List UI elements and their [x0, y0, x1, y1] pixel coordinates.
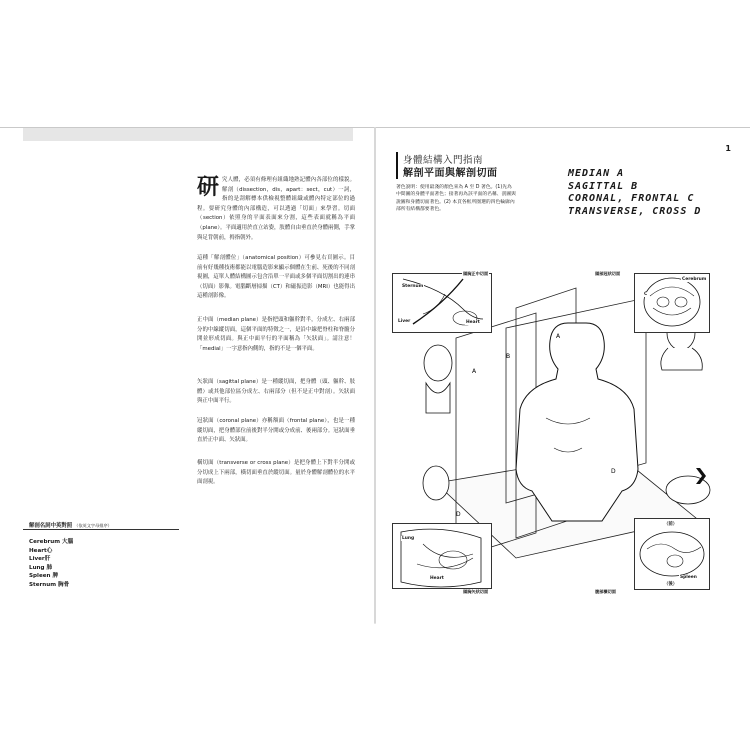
coronal-plane-text: 冠狀面（coronal plane）亦稱額面（frontal plane），也是一種縱切面，把身體部位前後對半分開或分成前、後兩部分。冠狀面垂直於正中面、矢狀面。 [197, 418, 355, 444]
label-sternum: Sternum [402, 284, 424, 289]
title-rule [396, 152, 398, 179]
transverse-plane-text: 橫切面（transverse or cross plane）是把身體上下對半分開或分切成上下兩部，橫切面垂直於縱切面。量於身體解剖體位的水平面剖視。 [197, 460, 355, 486]
label-liver: Liver [398, 319, 411, 324]
plane-name-transverse: TRANSVERSE, CROSS D [568, 205, 702, 217]
transverse-section-panel [634, 518, 710, 590]
panel-title-sagittal: 頭胸矢狀切面 [463, 589, 489, 594]
terms-title [29, 521, 112, 529]
sagittal-section-panel [392, 523, 492, 589]
guide-subtitle: 解剖平面與解剖切面 [403, 168, 498, 179]
label-lung: Lung [402, 536, 415, 541]
panel-title-median: 頭胸正中切面 [463, 271, 489, 276]
anatomical-position-text: 這種「解剖體位」（anatomical position）可參見右頁圖示。目前有好幾種技術都能以電腦造影來顯示個體在生前、死後的不同剖視圖，這單人體結構圖示包含沿單一平面或多個平面切割出的連串（切面）影像。電腦斷層掃描（CT）和磁振造影（MRI）也能得出這種剖影像。 [197, 255, 355, 300]
transverse-section-figure [666, 476, 710, 504]
term-item: Heart心 [29, 547, 53, 554]
head-side-view [424, 345, 452, 381]
median-plane-text: 正中面（median plane）是指把頭和軀幹對半，分成左、右兩部分的中線縱切面，這個平面的特徵之一，是沿中線把脊柱和脊髓分開並形成切面。與正中面平行的平面稱為「矢狀面」。請注意！「medial」一字意指內側的，指的不是一個平面。 [197, 317, 355, 352]
torso-figure [516, 323, 638, 521]
marker-d: D [456, 511, 461, 518]
coloring-instructions: 著色說明：使用最淺的顏色來為 A 至 D 著色。(1)先為中間圖的身體平面著色；接著再為該平面的名稱、剖圖與說圖和身體切面著色。(2) 本頁各框所圈選的四色輪廓內部所有結構都要著色。 [396, 185, 516, 213]
dropcap: 研 [197, 174, 220, 200]
right-page [376, 127, 750, 624]
terms-list [29, 538, 73, 589]
transverse-plane-paragraph [197, 459, 355, 488]
sagittal-plane-paragraph [197, 378, 355, 407]
coronal-section-drawing [635, 274, 709, 332]
coronal-section-panel [634, 273, 710, 333]
term-item: Cerebrum 大腦 [29, 539, 74, 545]
terms-title-text: 解剖名詞中英對照 [29, 523, 73, 529]
plane-name-coronal: CORONAL, FRONTAL C [568, 193, 695, 204]
plane-name-median: MEDIAN A [568, 168, 625, 179]
median-section-panel [392, 273, 492, 333]
label-heart-2: Heart [430, 576, 444, 581]
plane-name-sagittal: SAGITTAL B [568, 180, 639, 192]
label-front: （前） [664, 522, 678, 527]
head-side-view-2 [423, 466, 449, 500]
guide-title: 身體結構入門指南 [403, 155, 484, 166]
intro-paragraph [197, 176, 355, 243]
label-heart: Heart [466, 320, 480, 325]
anatomical-position-paragraph [197, 254, 355, 302]
term-item: Sternum 胸骨 [29, 581, 70, 588]
label-c: C [644, 292, 648, 297]
header-bar [23, 128, 353, 141]
plane-names [568, 168, 701, 218]
marker-b: B [506, 353, 511, 360]
panel-title-transverse: 腹部橫切面 [595, 589, 616, 594]
term-item: Spleen 脾 [29, 573, 59, 579]
sagittal-plane-text: 矢狀面（sagittal plane）是一種縱切面，把身體（頭、軀幹、肢體）或其他部位區分成左、右兩部分（但不是正中對剖）。矢狀面與正中面平行。 [197, 379, 355, 405]
term-item: Liver肝 [29, 556, 51, 562]
intro-text: 究人體，必須有條理有組織地熟記體內各部位的樣貌。解剖（dissection，dis，apart：sect，cut）一詞，指的是刮解標本供檢視整體組織或體內特定部位的過程。要研究身體的內部構造，可以透過「切面」來學習。切面（section）依照身的平面表面來分割，這些表面就稱為平面（plane）。平面適用於直立站姿，肢體自由垂直於身體兩側，手掌與足背朝前，拇指朝外。 [197, 177, 355, 241]
label-back: （後） [664, 582, 678, 587]
left-page [0, 127, 374, 624]
marker-a2: A [556, 333, 561, 340]
marker-a: A [472, 368, 477, 375]
term-item: Lung 肺 [29, 564, 53, 571]
marker-d2: D [611, 468, 616, 475]
median-plane-paragraph [197, 316, 355, 354]
page-number: 1 [725, 144, 731, 153]
coronal-plane-paragraph [197, 417, 355, 446]
terms-divider [23, 529, 179, 530]
label-spleen: Spleen [680, 575, 697, 580]
label-cerebrum: Cerebrum [682, 277, 707, 282]
terms-note: （依英文字母排序） [74, 523, 112, 528]
panel-title-coronal: 頭部冠狀切面 [595, 271, 621, 276]
